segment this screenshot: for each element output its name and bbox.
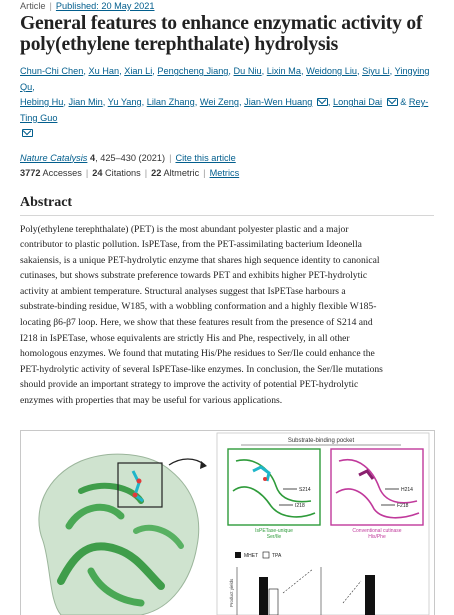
meta-separator: | xyxy=(49,1,52,11)
legend-tpa-swatch xyxy=(263,552,269,558)
metrics-separator: | xyxy=(144,167,148,178)
left-caption-1: IsPETase-unique xyxy=(255,528,293,534)
residue-s214-label: S214 xyxy=(299,487,311,493)
legend-tpa-label: TPA xyxy=(272,553,282,559)
email-icon[interactable] xyxy=(317,98,328,106)
author-link[interactable]: Pengcheng Jiang xyxy=(157,66,229,76)
abstract-line: cutinases, but shows substrate preference towards PET and exhibits higher PET-hydrolytic xyxy=(20,270,368,282)
bar-mhet xyxy=(365,575,375,615)
author-link[interactable]: Jian Min xyxy=(68,97,103,107)
author-link[interactable]: Lilan Zhang xyxy=(146,97,195,107)
email-icon[interactable] xyxy=(387,98,398,106)
article-title: General features to enhance enzymatic activity of poly(ethylene terephthalate) hydrolysis xyxy=(20,13,423,55)
abstract-line: homologous enzymes. We found that mutating His/Phe residues to Ser/Ile could enhance the xyxy=(20,348,375,360)
journal-volume: 4 xyxy=(89,152,96,163)
author-link[interactable]: Wei Zeng xyxy=(199,97,239,107)
author-link[interactable]: Weidong Liu xyxy=(306,66,357,76)
author-link[interactable]: Xian Li xyxy=(124,66,153,76)
residue-i218-label: I218 xyxy=(295,503,305,509)
right-caption-2: His/Phe xyxy=(368,534,386,540)
abstract-heading: Abstract xyxy=(20,195,434,216)
citations-count: 24 xyxy=(92,167,103,178)
author-list: Chun-Chi Chen, Xu Han, Xian Li, Pengcheng Jiang, Du Niu, Lixin Ma, Weidong Liu, Siyu Li, Yingying Qu, Hebing Hu, Jian Min, Yu Yang, Lilan Zhang, Wei Zeng, Jian-Wen Huang , Longhai Dai & Rey-Ting Guo xyxy=(20,64,434,142)
altmetric-label: Altmetric xyxy=(163,167,200,178)
article-metrics xyxy=(20,168,434,178)
author-link[interactable]: Lixin Ma xyxy=(266,66,301,76)
abstract-line: should provide an important strategy to improve the activity of potential PET-hydrolytic xyxy=(20,379,359,391)
abstract-line: contributor to plastic pollution. IsPETase, from the PET-assimilating bacterium Ideonella xyxy=(20,239,362,251)
right-caption-1: Conventional cutinase xyxy=(352,528,402,534)
abstract-line: activity at ambient temperature. Structural analyses suggest that IsPETase harbours a xyxy=(20,285,346,297)
accesses-label: Accesses xyxy=(42,167,82,178)
citation-line: Nature Catalysis 4, 425–430 (2021) | Cite this article xyxy=(20,152,236,163)
ser-ile-pocket-image xyxy=(228,449,320,525)
abstract-text xyxy=(20,222,434,409)
accesses-count: 3772 xyxy=(20,167,41,178)
protein-structure-image xyxy=(39,454,207,615)
citations-label: Citations xyxy=(105,167,141,178)
abstract-line: locating β6-β7 loop. Here, we show that these features result from the presence of S214 and xyxy=(20,317,373,329)
author-link[interactable]: Rey-Ting Guo xyxy=(20,97,429,123)
his-phe-pocket-image xyxy=(331,449,423,525)
residue-f-label: F218 xyxy=(397,503,409,509)
journal-link[interactable]: Nature Catalysis xyxy=(20,152,88,163)
residue-h-label: H214 xyxy=(401,487,413,493)
published-date-link[interactable]: Published: 20 May 2021 xyxy=(55,1,155,11)
author-link[interactable]: Yingying Qu xyxy=(20,66,430,92)
legend-mhet-label: MHET xyxy=(244,553,259,559)
abstract-line: enzymes with properties that may be useful for various applications. xyxy=(20,395,283,407)
abstract-line: I218 in IsPETase, whose equivalents are strictly His and Phe, respectively, in all other xyxy=(20,332,350,344)
legend-mhet-swatch xyxy=(235,552,241,558)
author-link[interactable]: Longhai Dai xyxy=(333,97,383,107)
cite-this-article-link[interactable]: Cite this article xyxy=(175,152,236,163)
altmetric-count: 22 xyxy=(151,167,162,178)
author-link[interactable]: Du Niu xyxy=(233,66,262,76)
author-link[interactable]: Yu Yang xyxy=(107,97,142,107)
author-link[interactable]: Siyu Li xyxy=(362,66,390,76)
article-type: Article xyxy=(20,1,46,11)
email-icon[interactable] xyxy=(22,129,33,137)
graphical-abstract-figure[interactable] xyxy=(20,430,435,615)
abstract-line: PET-hydrolytic activity of several IsPETase-like enzymes. In conclusion, the Ser/Ile mutations xyxy=(20,363,383,375)
bar-tpa xyxy=(269,589,278,615)
citation-separator: | xyxy=(169,152,172,163)
bar-mhet xyxy=(259,577,268,615)
metrics-separator: | xyxy=(85,167,89,178)
abstract-line: sakaiensis, is a unique PET-hydrolytic enzyme that shares high sequence identity to canonical xyxy=(20,254,380,266)
author-link[interactable]: Chun-Chi Chen xyxy=(20,66,84,76)
abstract-line: substrate-binding residue, W185, with a wobbling conformation and a highly flexible W185- xyxy=(20,301,377,313)
abstract-line: Poly(ethylene terephthalate) (PET) is the most abundant polyester plastic and a major xyxy=(20,223,349,235)
author-link[interactable]: Jian-Wen Huang xyxy=(244,97,313,107)
left-caption-2: Ser/Ile xyxy=(266,534,282,540)
yaxis-label: Product yields xyxy=(229,578,234,607)
article-meta-line xyxy=(20,0,434,11)
figure-graphic xyxy=(21,431,434,615)
pocket-title: Substrate-binding pocket xyxy=(287,438,355,444)
metrics-link[interactable]: Metrics xyxy=(209,167,240,178)
metrics-separator: | xyxy=(203,167,206,178)
author-link[interactable]: Hebing Hu xyxy=(20,97,64,107)
journal-pages: 425–430 (2021) xyxy=(100,152,166,163)
author-link[interactable]: Xu Han xyxy=(88,66,120,76)
